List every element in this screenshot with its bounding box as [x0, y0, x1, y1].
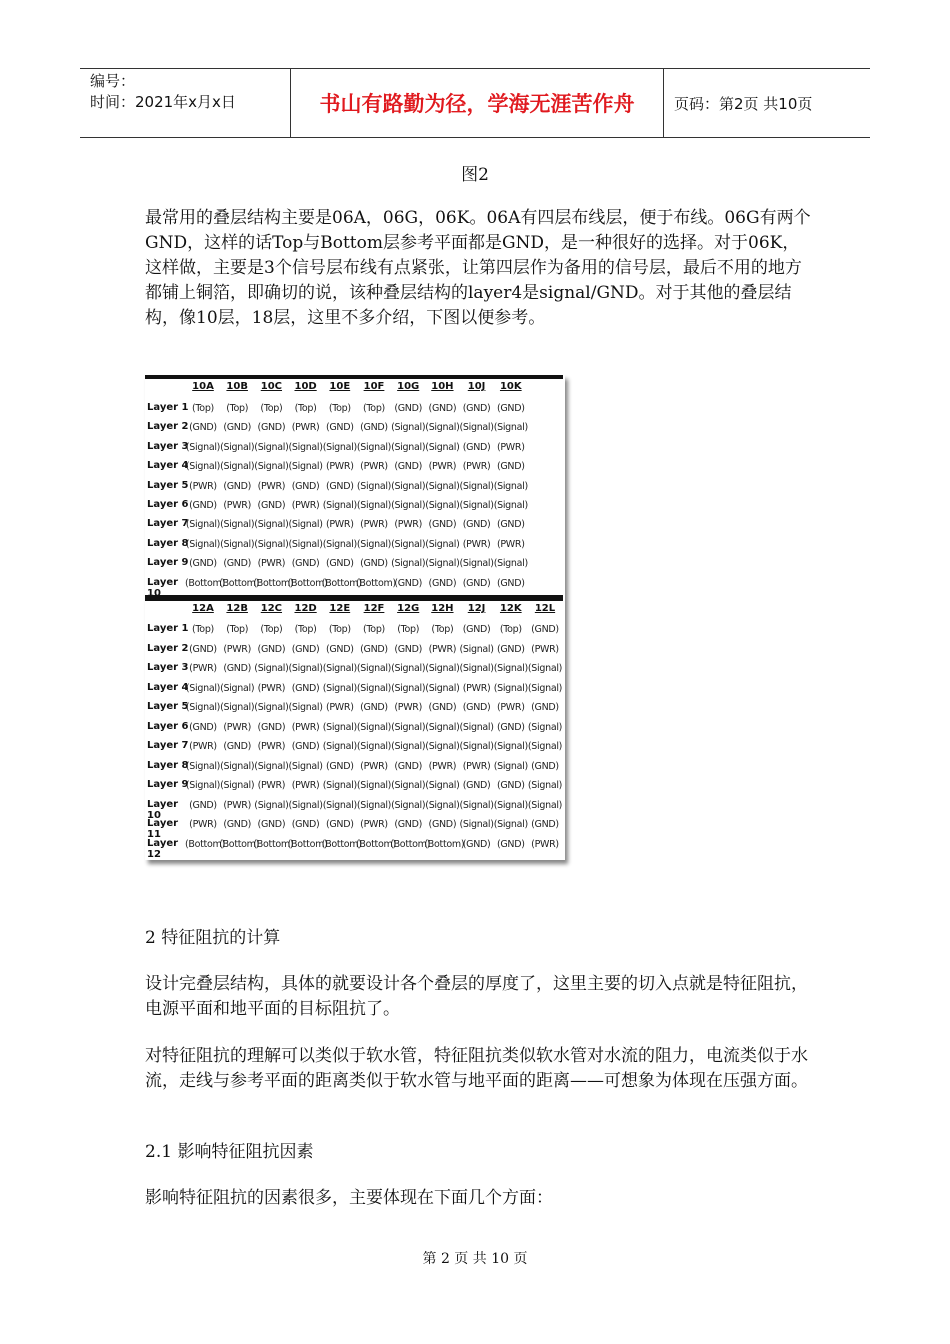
stackup-cell: (Signal)	[254, 799, 289, 811]
stackup-cell: (Signal)	[356, 741, 392, 752]
stackup-cell: (GND)	[428, 702, 457, 713]
stackup-cell: (Signal)	[425, 480, 460, 492]
stackup-cell: (PWR)	[394, 702, 422, 713]
row-label: Layer 12	[147, 837, 179, 860]
row-label: Layer 11	[147, 818, 179, 840]
stackup-cell: (Signal)	[254, 519, 289, 531]
stackup-cell: (GND)	[496, 721, 525, 733]
stackup-cell: (Signal)	[288, 799, 323, 811]
stackup-cell: (Bottom)	[253, 838, 294, 850]
stackup-cell: (GND)	[531, 624, 559, 635]
row-label: Layer 9	[147, 557, 189, 569]
stackup-figure	[145, 375, 565, 860]
stackup-cell: (GND)	[325, 819, 354, 830]
stackup-cell: (Signal)	[220, 441, 255, 453]
stackup-cell: (Signal)	[356, 780, 392, 791]
stackup-cell: (Signal)	[459, 500, 494, 511]
stackup-cell: (Signal)	[220, 682, 255, 694]
stackup-cell: (GND)	[462, 403, 491, 414]
stackup-cell: (GND)	[428, 577, 457, 589]
stackup-cell: (PWR)	[428, 643, 457, 655]
column-header: 12L	[534, 603, 556, 614]
page-header	[80, 68, 870, 138]
top-rule	[145, 375, 563, 379]
stackup-cell: (PWR)	[223, 500, 251, 511]
stackup-cell: (Signal)	[185, 519, 221, 531]
stackup-cell: (Signal)	[459, 799, 494, 811]
stackup-cell: (Signal)	[185, 702, 221, 713]
stackup-cell: (GND)	[257, 500, 286, 511]
stackup-cell: (Signal)	[322, 441, 357, 453]
stackup-cell: (Signal)	[220, 702, 255, 713]
stackup-cell: (Signal)	[493, 558, 528, 570]
column-header: 10G	[397, 381, 420, 392]
stackup-cell: (GND)	[360, 643, 388, 655]
stackup-cell: (PWR)	[531, 643, 559, 655]
stackup-cell: (Signal)	[254, 702, 289, 713]
stackup-cell: (GND)	[223, 558, 252, 570]
paragraph-3: 对特征阻抗的理解可以类似于软水管，特征阻抗类似软水管对水流的阻力，电流类似于水流，走线与参考平面的距离类似于软水管与地平面的距离——可想象为体现在压强方面。	[145, 1046, 808, 1091]
column-header: 12D	[294, 603, 317, 614]
stackup-cell: (Top)	[260, 403, 283, 414]
column-header: 12K	[499, 603, 522, 614]
stackup-cell: (Bottom)	[321, 838, 362, 850]
stackup-cell: (GND)	[428, 819, 457, 830]
stackup-cell: (GND)	[531, 702, 559, 713]
stackup-cell: (GND)	[291, 480, 320, 492]
stackup-cell: (Signal)	[493, 682, 528, 694]
paragraph-4: 影响特征阻抗的因素很多，主要体现在下面几个方面：	[145, 1188, 553, 1208]
column-header: 12H	[431, 603, 454, 614]
stackup-cell: (Bottom)	[390, 838, 431, 850]
stackup-cell: (GND)	[325, 422, 354, 434]
stackup-cell: (GND)	[496, 780, 525, 791]
stackup-cell: (Signal)	[493, 760, 528, 772]
stackup-cell: (Signal)	[356, 799, 392, 811]
header-page-info: 页码：第2页 共10页	[674, 94, 813, 113]
stackup-cell: (PWR)	[257, 480, 286, 492]
stackup-cell: (Signal)	[322, 721, 357, 733]
stackup-cell: (Signal)	[459, 819, 494, 830]
stackup-cell: (GND)	[189, 799, 217, 811]
stackup-cell: (Signal)	[185, 538, 221, 550]
section-2-title: 2 特征阻抗的计算	[145, 928, 281, 948]
stackup-cell: (PWR)	[223, 643, 251, 655]
stackup-cell: (Signal)	[185, 441, 221, 453]
stackup-cell: (Signal)	[391, 480, 426, 492]
stackup-cell: (GND)	[462, 624, 491, 635]
stackup-cell: (Signal)	[527, 663, 563, 674]
stackup-cell: (Signal)	[322, 682, 357, 694]
stackup-cell: (Bottom)	[356, 577, 396, 589]
stackup-cell: (Signal)	[391, 780, 426, 791]
stackup-cell: (GND)	[189, 643, 217, 655]
stackup-cell: (Signal)	[493, 799, 528, 811]
stackup-cell: (GND)	[496, 519, 525, 531]
stackup-cell: (PWR)	[189, 663, 217, 674]
row-label: Layer 7	[147, 740, 189, 751]
stackup-cell: (GND)	[257, 422, 286, 434]
stackup-cell: (GND)	[394, 819, 423, 830]
stackup-cell: (PWR)	[360, 519, 388, 531]
row-label: Layer 5	[147, 701, 189, 712]
column-header: 10J	[467, 381, 486, 392]
stackup-cell: (Signal)	[356, 480, 392, 492]
stackup-cell: (PWR)	[325, 519, 354, 531]
stackup-cell: (Signal)	[185, 760, 221, 772]
row-label: Layer 10	[147, 798, 179, 821]
stackup-cell: (GND)	[462, 519, 491, 531]
stackup-cell: (PWR)	[257, 741, 286, 752]
stackup-cell: (PWR)	[325, 461, 354, 473]
column-header: 10F	[363, 381, 385, 392]
stackup-cell: (PWR)	[531, 838, 559, 850]
stackup-cell: (Top)	[226, 624, 249, 635]
stackup-cell: (Signal)	[459, 663, 494, 674]
stackup-cell: (Signal)	[322, 780, 357, 791]
stackup-cell: (GND)	[223, 663, 252, 674]
stackup-cell: (Signal)	[459, 480, 494, 492]
stackup-cell: (PWR)	[291, 721, 320, 733]
stackup-cell: (Signal)	[391, 663, 426, 674]
stackup-cell: (Signal)	[356, 500, 392, 511]
stackup-cell: (GND)	[325, 480, 354, 492]
stackup-cell: (GND)	[223, 741, 252, 752]
stackup-cell: (Signal)	[322, 799, 357, 811]
stackup-cell: (GND)	[291, 558, 320, 570]
stackup-cell: (PWR)	[462, 461, 491, 473]
stackup-cell: (Top)	[328, 624, 351, 635]
stackup-cell: (PWR)	[462, 760, 491, 772]
stackup-cell: (PWR)	[360, 461, 388, 473]
stackup-cell: (Signal)	[185, 461, 221, 473]
stackup-cell: (PWR)	[360, 819, 388, 830]
stackup-cell: (Bottom)	[185, 577, 225, 589]
stackup-cell: (GND)	[394, 403, 423, 414]
stackup-cell: (Signal)	[459, 422, 494, 434]
stackup-cell: (Signal)	[459, 741, 494, 752]
stackup-cell: (Signal)	[254, 441, 289, 453]
row-label: Layer 10	[147, 576, 179, 599]
stackup-cell: (GND)	[291, 819, 320, 830]
stackup-cell: (PWR)	[462, 538, 491, 550]
stackup-cell: (Signal)	[356, 721, 392, 733]
row-label: Layer 6	[147, 720, 189, 732]
stackup-cell: (Signal)	[527, 721, 563, 733]
stackup-cell: (Signal)	[391, 721, 426, 733]
stackup-cell: (PWR)	[360, 760, 388, 772]
stackup-cell: (Signal)	[493, 819, 528, 830]
stackup-cell: (GND)	[462, 702, 491, 713]
stackup-cell: (Signal)	[288, 519, 323, 531]
column-header: 10H	[431, 381, 454, 392]
column-header: 12A	[192, 603, 214, 614]
stackup-cell: (GND)	[223, 480, 252, 492]
stackup-cell: (Top)	[363, 624, 385, 635]
stackup-cell: (Signal)	[527, 741, 563, 752]
stackup-cell: (Signal)	[425, 721, 460, 733]
stackup-cell: (Signal)	[356, 663, 392, 674]
stackup-cell: (Top)	[294, 403, 317, 414]
stackup-cell: (PWR)	[223, 721, 251, 733]
stackup-cell: (GND)	[325, 558, 354, 570]
stackup-cell: (Signal)	[527, 682, 563, 694]
column-header: 10A	[192, 381, 214, 392]
time-label: 时间：2021年x月x日	[90, 93, 236, 111]
column-header: 12E	[329, 603, 351, 614]
row-label: Layer 6	[147, 499, 189, 510]
column-header: 10D	[294, 381, 317, 392]
row-label: Layer 8	[147, 537, 189, 549]
stackup-cell: (Signal)	[391, 422, 426, 434]
row-label: Layer 3	[147, 440, 189, 452]
stackup-cell: (Signal)	[459, 558, 494, 570]
stackup-cell: (Top)	[363, 403, 385, 414]
stackup-cell: (GND)	[496, 461, 525, 473]
stackup-cell: (Signal)	[391, 558, 426, 570]
stackup-cell: (GND)	[325, 760, 354, 772]
stackup-cell: (GND)	[257, 819, 286, 830]
stackup-cell: (GND)	[394, 577, 423, 589]
stackup-cell: (PWR)	[496, 441, 525, 453]
header-motto: 书山有路勤为径，学海无涯苦作舟	[291, 69, 664, 137]
stackup-cell: (Top)	[192, 403, 214, 414]
column-header: 12F	[363, 603, 385, 614]
column-header: 12C	[260, 603, 283, 614]
row-label: Layer 4	[147, 681, 189, 693]
stackup-cell: (Bottom)	[287, 838, 328, 850]
stackup-cell: (GND)	[394, 643, 423, 655]
stackup-cell: (PWR)	[394, 519, 422, 531]
stackup-cell: (Signal)	[220, 461, 255, 473]
stackup-cell: (Signal)	[425, 741, 460, 752]
stackup-cell: (GND)	[189, 500, 217, 511]
stackup-cell: (Signal)	[425, 780, 460, 791]
stackup-cell: (GND)	[394, 461, 423, 473]
row-label: Layer 7	[147, 518, 189, 530]
stackup-cell: (Signal)	[527, 799, 563, 811]
stackup-cell: (PWR)	[223, 799, 251, 811]
stackup-cell: (GND)	[360, 422, 388, 434]
stackup-cell: (Signal)	[527, 780, 563, 791]
stackup-cell: (Signal)	[425, 422, 460, 434]
stackup-cell: (GND)	[496, 403, 525, 414]
stackup-cell: (GND)	[531, 819, 559, 830]
stackup-cell: (Signal)	[425, 538, 460, 550]
row-label: Layer 3	[147, 662, 189, 673]
middle-rule	[145, 595, 563, 601]
row-label: Layer 4	[147, 460, 189, 472]
stackup-cell: (Bottom)	[287, 577, 328, 589]
column-header: 12G	[397, 603, 420, 614]
column-header: 10C	[260, 381, 283, 392]
row-label: Layer 1	[147, 402, 189, 413]
stackup-cell: (PWR)	[462, 682, 491, 694]
stackup-cell: (Top)	[397, 624, 420, 635]
row-label: Layer 8	[147, 759, 189, 771]
stackup-cell: (Signal)	[425, 500, 460, 511]
stackup-cell: (Bottom)	[321, 577, 362, 589]
stackup-cell: (GND)	[531, 760, 559, 772]
stackup-cell: (GND)	[257, 721, 286, 733]
stackup-cell: (Signal)	[288, 441, 323, 453]
stackup-cell: (Signal)	[356, 682, 392, 694]
stackup-cell: (Signal)	[391, 741, 426, 752]
stackup-cell: (GND)	[360, 702, 388, 713]
column-header: 12B	[226, 603, 248, 614]
stackup-cell: (PWR)	[496, 702, 525, 713]
stackup-cell: (Bottom)	[424, 838, 465, 850]
column-header: 12J	[467, 603, 486, 614]
row-label: Layer 1	[147, 623, 189, 634]
page-footer: 第 2 页 共 10 页	[422, 1251, 528, 1267]
stackup-cell: (Signal)	[322, 741, 357, 752]
stackup-cell: (Signal)	[254, 538, 289, 550]
stackup-cell: (Signal)	[254, 760, 289, 772]
stackup-cell: (GND)	[462, 577, 491, 589]
stackup-cell: (Signal)	[425, 441, 460, 453]
stackup-cell: (Signal)	[254, 663, 289, 674]
stackup-cell: (Signal)	[425, 682, 460, 694]
stackup-cell: (PWR)	[428, 461, 457, 473]
stackup-cell: (Signal)	[356, 538, 392, 550]
stackup-cell: (Signal)	[322, 500, 357, 511]
stackup-cell: (Signal)	[459, 721, 494, 733]
stackup-cell: (Signal)	[493, 500, 528, 511]
stackup-cell: (PWR)	[496, 538, 525, 550]
stackup-cell: (GND)	[189, 422, 217, 434]
stackup-cell: (Top)	[226, 403, 249, 414]
stackup-cell: (Bottom)	[185, 838, 225, 850]
stackup-cell: (Signal)	[220, 780, 255, 791]
stackup-cell: (Signal)	[493, 741, 528, 752]
stackup-cell: (Signal)	[220, 519, 255, 531]
stackup-cell: (PWR)	[189, 819, 217, 830]
stackup-cell: (Signal)	[425, 558, 460, 570]
row-label: Layer 2	[147, 642, 189, 654]
stackup-cell: (GND)	[223, 819, 252, 830]
stackup-cell: (Signal)	[220, 760, 255, 772]
stackup-cell: (GND)	[496, 643, 525, 655]
stackup-cell: (GND)	[325, 643, 354, 655]
stackup-cell: (Signal)	[459, 643, 494, 655]
stackup-cell: (GND)	[496, 577, 525, 589]
stackup-cell: (Signal)	[391, 538, 426, 550]
stackup-cell: (Bottom)	[219, 838, 260, 850]
stackup-cell: (Signal)	[322, 663, 357, 674]
stackup-cell: (PWR)	[189, 480, 217, 492]
stackup-cell: (GND)	[496, 838, 525, 850]
stackup-cell: (Signal)	[391, 682, 426, 694]
stackup-cell: (Signal)	[493, 422, 528, 434]
stackup-cell: (Bottom)	[253, 577, 294, 589]
stackup-cell: (GND)	[291, 741, 320, 752]
stackup-cell: (Bottom)	[219, 577, 260, 589]
stackup-cell: (Signal)	[493, 663, 528, 674]
stackup-cell: (GND)	[189, 558, 217, 570]
stackup-cell: (Signal)	[493, 480, 528, 492]
stackup-cell: (Top)	[260, 624, 283, 635]
stackup-cell: (GND)	[291, 643, 320, 655]
stackup-cell: (PWR)	[257, 558, 286, 570]
stackup-cell: (GND)	[394, 760, 423, 772]
stackup-cell: (PWR)	[325, 702, 354, 713]
stackup-cell: (Signal)	[356, 441, 392, 453]
stackup-cell: (PWR)	[291, 780, 320, 791]
stackup-cell: (PWR)	[428, 760, 457, 772]
stackup-cell: (Signal)	[288, 538, 323, 550]
row-label: Layer 9	[147, 779, 189, 790]
stackup-cell: (PWR)	[189, 741, 217, 752]
stackup-cell: (Signal)	[391, 500, 426, 511]
column-header: 10B	[226, 381, 248, 392]
stackup-cell: (PWR)	[257, 682, 286, 694]
stackup-cell: (Bottom)	[356, 838, 396, 850]
stackup-cell: (GND)	[462, 441, 491, 453]
stackup-cell: (Signal)	[425, 799, 460, 811]
stackup-cell: (Top)	[431, 624, 454, 635]
stackup-cell: (PWR)	[257, 780, 286, 791]
stackup-cell: (PWR)	[291, 500, 320, 511]
figure-caption: 图2	[461, 165, 489, 185]
stackup-cell: (PWR)	[291, 422, 320, 434]
stackup-cell: (GND)	[360, 558, 388, 570]
column-header: 10K	[499, 381, 522, 392]
stackup-cell: (GND)	[223, 422, 252, 434]
stackup-cell: (GND)	[428, 519, 457, 531]
number-label: 编号：	[90, 72, 136, 90]
paragraph-2: 设计完叠层结构，具体的就要设计各个叠层的厚度了，这里主要的切入点就是特征阻抗，电源平面和地平面的目标阻抗了。	[145, 974, 808, 1019]
stackup-cell: (GND)	[462, 838, 491, 850]
section-2-1-title: 2.1 影响特征阻抗因素	[145, 1142, 314, 1162]
stackup-cell: (GND)	[257, 643, 286, 655]
stackup-cell: (Signal)	[254, 461, 289, 473]
stackup-cell: (Signal)	[288, 760, 323, 772]
stackup-cell: (Top)	[192, 624, 214, 635]
paragraph-1: 最常用的叠层结构主要是06A，06G，06K。06A有四层布线层，便于布线。06G有两个GND，这样的话Top与Bottom层参考平面都是GND，是一种很好的选择。对于06K，这样做，主要是3个信号层布线有点紧张，让第四层作为备用的信号层，最后不用的地方都铺上铜箔，即确切的说，该种叠层结构的layer4是signal/GND。对于其他的叠层结构，像10层，18层，这里不多介绍，下图以便参考。	[145, 208, 811, 328]
stackup-cell: (Signal)	[391, 799, 426, 811]
stackup-cell: (Signal)	[220, 538, 255, 550]
stackup-cell: (Signal)	[391, 441, 426, 453]
stackup-cell: (Signal)	[288, 663, 323, 674]
stackup-cell: (Top)	[294, 624, 317, 635]
stackup-cell: (Signal)	[185, 682, 221, 694]
stackup-cell: (GND)	[428, 403, 457, 414]
stackup-cell: (Signal)	[288, 461, 323, 473]
stackup-cell: (GND)	[462, 780, 491, 791]
stackup-cell: (GND)	[291, 682, 320, 694]
row-label: Layer 2	[147, 421, 189, 433]
stackup-cell: (Signal)	[322, 538, 357, 550]
stackup-cell: (Signal)	[288, 702, 323, 713]
header-meta	[80, 69, 291, 137]
stackup-cell: (GND)	[189, 721, 217, 733]
stackup-cell: (Signal)	[425, 663, 460, 674]
stackup-cell: (Signal)	[185, 780, 221, 791]
stackup-cell: (Top)	[499, 624, 522, 635]
stackup-cell: (Top)	[328, 403, 351, 414]
row-label: Layer 5	[147, 479, 189, 491]
column-header: 10E	[329, 381, 351, 392]
